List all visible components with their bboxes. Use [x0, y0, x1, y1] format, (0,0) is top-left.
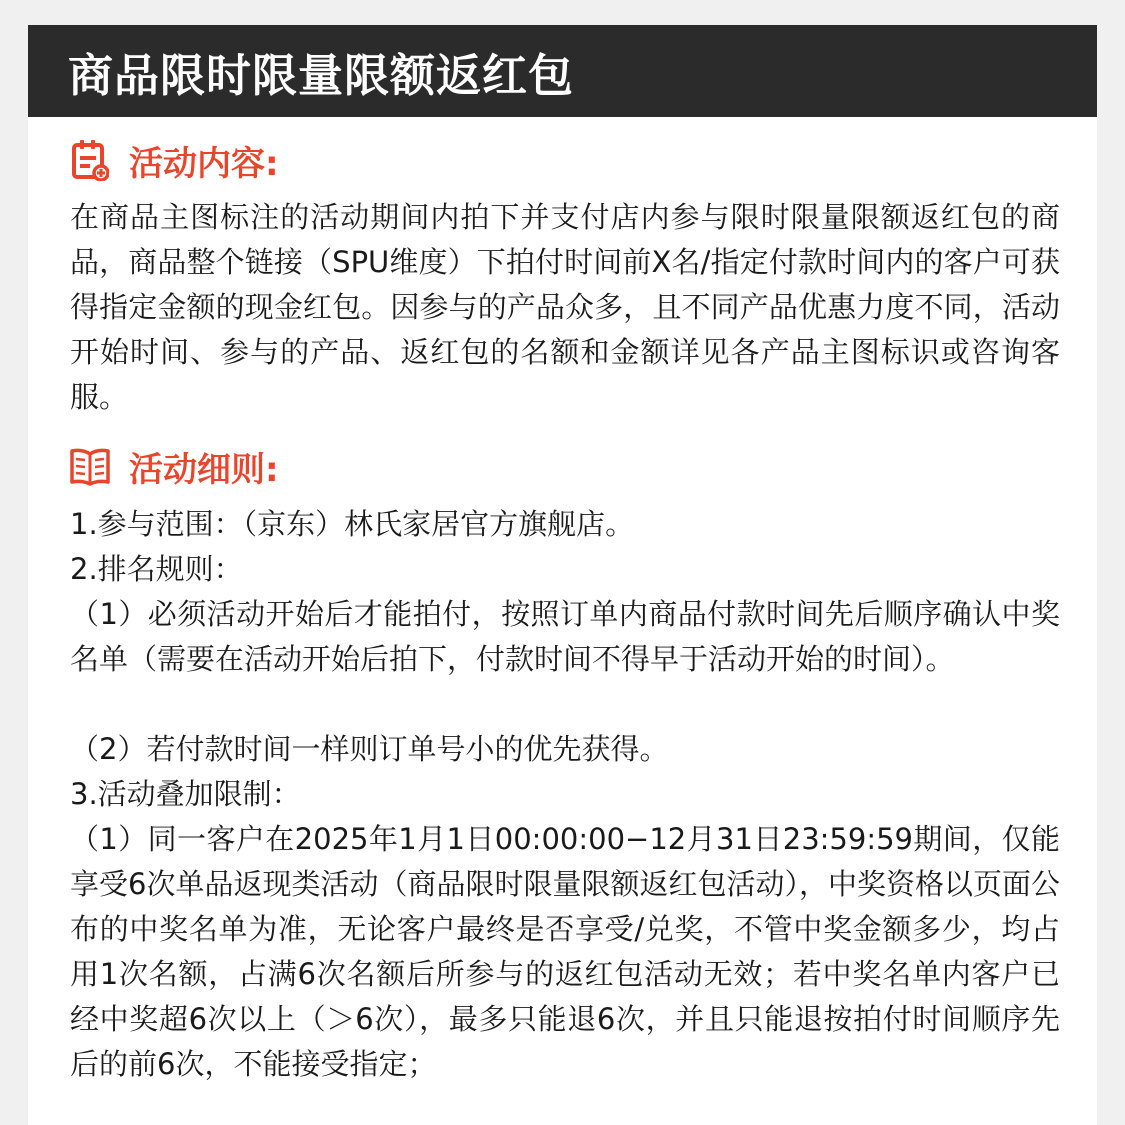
section-heading: 活动细则: [129, 449, 279, 490]
activity-content-body: 在商品主图标注的活动期间内拍下并支付店内参与限时限量限额返红包的商品，商品整个链接（SPU维度）下拍付时间前X名/指定付款时间内的客户可获得指定金额的现金红包。因参与的产品众多，且不同产品优惠力度不同，活动开始时间、参与的产品、返红包的名额和金额详见各产品主图标识或咨询客服。 [70, 200, 1060, 414]
rule-participation-scope: 1.参与范围：（京东）林氏家居官方旗舰店。 [70, 507, 635, 541]
section-activity-content-header [70, 137, 279, 183]
notepad-icon [70, 139, 110, 181]
rule-ranking-item-2: （2）若付款时间一样则订单号小的优先获得。 [70, 732, 669, 766]
rule-ranking-item-1: （1）必须活动开始后才能拍付，按照订单内商品付款时间先后顺序确认中奖名单（需要在活动开始后拍下，付款时间不得早于活动开始的时间）。 [70, 597, 1060, 676]
activity-card [28, 25, 1097, 1125]
section-activity-rules-header [70, 443, 279, 489]
section-heading: 活动内容: [129, 143, 279, 184]
page-title: 商品限时限量限额返红包 [68, 48, 575, 102]
rule-stacking-title: 3.活动叠加限制： [70, 777, 301, 811]
title-bar [28, 25, 1097, 117]
rule-ranking-title: 2.排名规则： [70, 552, 243, 586]
rule-stacking-item-1: （1）同一客户在2025年1月1日00:00:00−12月31日23:59:59期间，仅能享受6次单品返现类活动（商品限时限量限额返红包活动），中奖资格以页面公布的中奖名单为准，无论客户最终是否享受/兑奖，不管中奖金额多少，均占用1次名额，占满6次名额后所参与的返红包活动无效；若中奖名单内客户已经中奖超6次以上（＞6次），最多只能退6次，并且只能退按拍付时间顺序先后的前6次，不能接受指定； [70, 822, 1060, 1081]
book-icon [70, 445, 110, 487]
